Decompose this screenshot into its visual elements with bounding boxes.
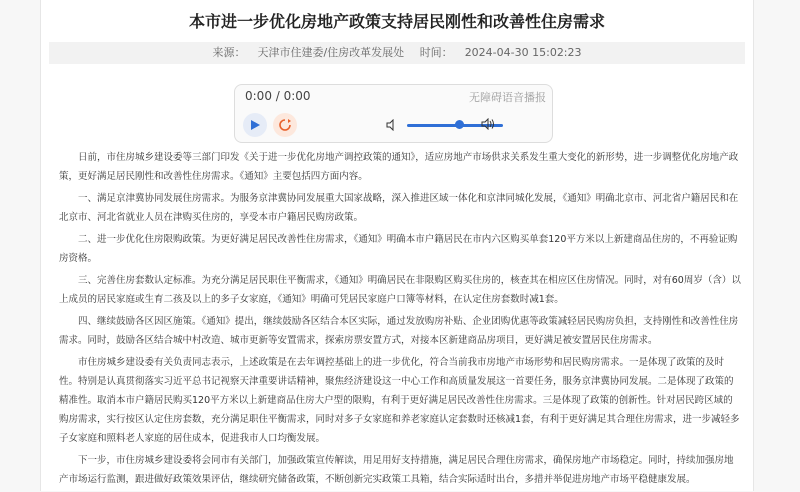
time-value: 2024-04-30 15:02:23 <box>464 46 582 59</box>
paragraph: 市住房城乡建设委有关负责同志表示，上述政策是在去年调控基础上的进一步优化，符合当前我市房地产市场形势和居民购房需求。一是体现了政策的及时性。特别是认真贯彻落实习近平总书记视察天津重要讲话精神，聚焦经济建设这一中心工作和高质量发展这一首要任务，服务京津冀协同发展。二是体现了政策的精准性。取消本市户籍居民购买120平方米以上新建商品住房大户型的限购，有利于更好满足居民改善性住房需求。三是体现了政策的创新性。针对居民跨区域的购房需求，实行按区认定住房套数，充分满足职住平衡需求，同时对多子女家庭和养老家庭认定套数时还核减1套，有利于更好满足其合理住房需求，进一步减轻多子女家庭和照料老人家庭的居住成本，促进我市人口均衡发展。 <box>59 357 740 444</box>
paragraph: 四、继续鼓励各区因区施策。《通知》提出，继续鼓励各区结合本区实际，通过发放购房补贴、企业团购优惠等政策减轻居民购房负担，支持刚性和改善性住房需求。同时，鼓励各区结合城中村改造、城市更新等安置需求，探索房票安置方式，对接本区新建商品房项目，更好满足被安置居民住房需求。 <box>59 316 739 346</box>
player-time: 0:00 / 0:00 <box>245 89 311 103</box>
loop-button[interactable] <box>273 113 297 137</box>
volume-slider-handle[interactable] <box>455 120 464 129</box>
volume-low-icon[interactable] <box>386 119 396 134</box>
paragraph: 三、完善住房套数认定标准。为充分满足居民职住平衡需求，《通知》明确居民在非限购区购买住房的，核查其在相应区住房情况。同时，对有60周岁（含）以上成员的居民家庭或生育二孩及以上的多子女家庭，《通知》明确可凭居民家庭户口簿等材料，在认定住房套数时减1套。 <box>59 275 741 305</box>
volume-high-icon[interactable] <box>481 118 495 133</box>
audio-player <box>234 84 553 143</box>
paragraph: 下一步，市住房城乡建设委将会同市有关部门，加强政策宣传解读，用足用好支持措施，满足居民合理住房需求，确保房地产市场稳定。同时，持续加强房地产市场运行监测，跟进做好政策效果评估，继续研究储备政策，不断创新完实政策工具箱，结合实际适时出台，多措并举促进房地产市场平稳健康发展。 <box>59 455 734 485</box>
paragraph: 日前，市住房城乡建设委等三部门印发《关于进一步优化房地产调控政策的通知》，适应房地产市场供求关系发生重大变化的新形势，进一步调整优化房地产政策，更好满足居民刚性和改善性住房需求。《通知》主要包括四方面内容。 <box>59 152 739 182</box>
play-button[interactable] <box>243 113 267 137</box>
source-label: 来源： <box>212 46 246 59</box>
paragraph: 二、进一步优化住房限购政策。为更好满足居民改善性住房需求，《通知》明确本市户籍居民在市内六区购买单套120平方米以上新建商品住房的，不再验证购房资格。 <box>59 234 738 264</box>
paragraph: 一、满足京津冀协同发展住房需求。为服务京津冀协同发展重大国家战略，深入推进区域一体化和京津同城化发展，《通知》明确北京市、河北省户籍居民和在北京市、河北省就业人员在津购买住房的，享受本市户籍居民购房政策。 <box>59 193 739 223</box>
play-icon <box>249 119 261 131</box>
page-title: 本市进一步优化房地产政策支持居民刚性和改善性住房需求 <box>188 12 605 31</box>
source-value: 天津市住建委/住房改革发展处 <box>257 46 405 59</box>
loop-icon <box>278 118 292 132</box>
article-meta <box>49 42 745 64</box>
article-body <box>59 148 741 492</box>
time-label: 时间： <box>419 46 453 59</box>
article-page <box>40 0 754 491</box>
accessibility-audio-label[interactable]: 无障碍语音播报 <box>469 91 546 104</box>
